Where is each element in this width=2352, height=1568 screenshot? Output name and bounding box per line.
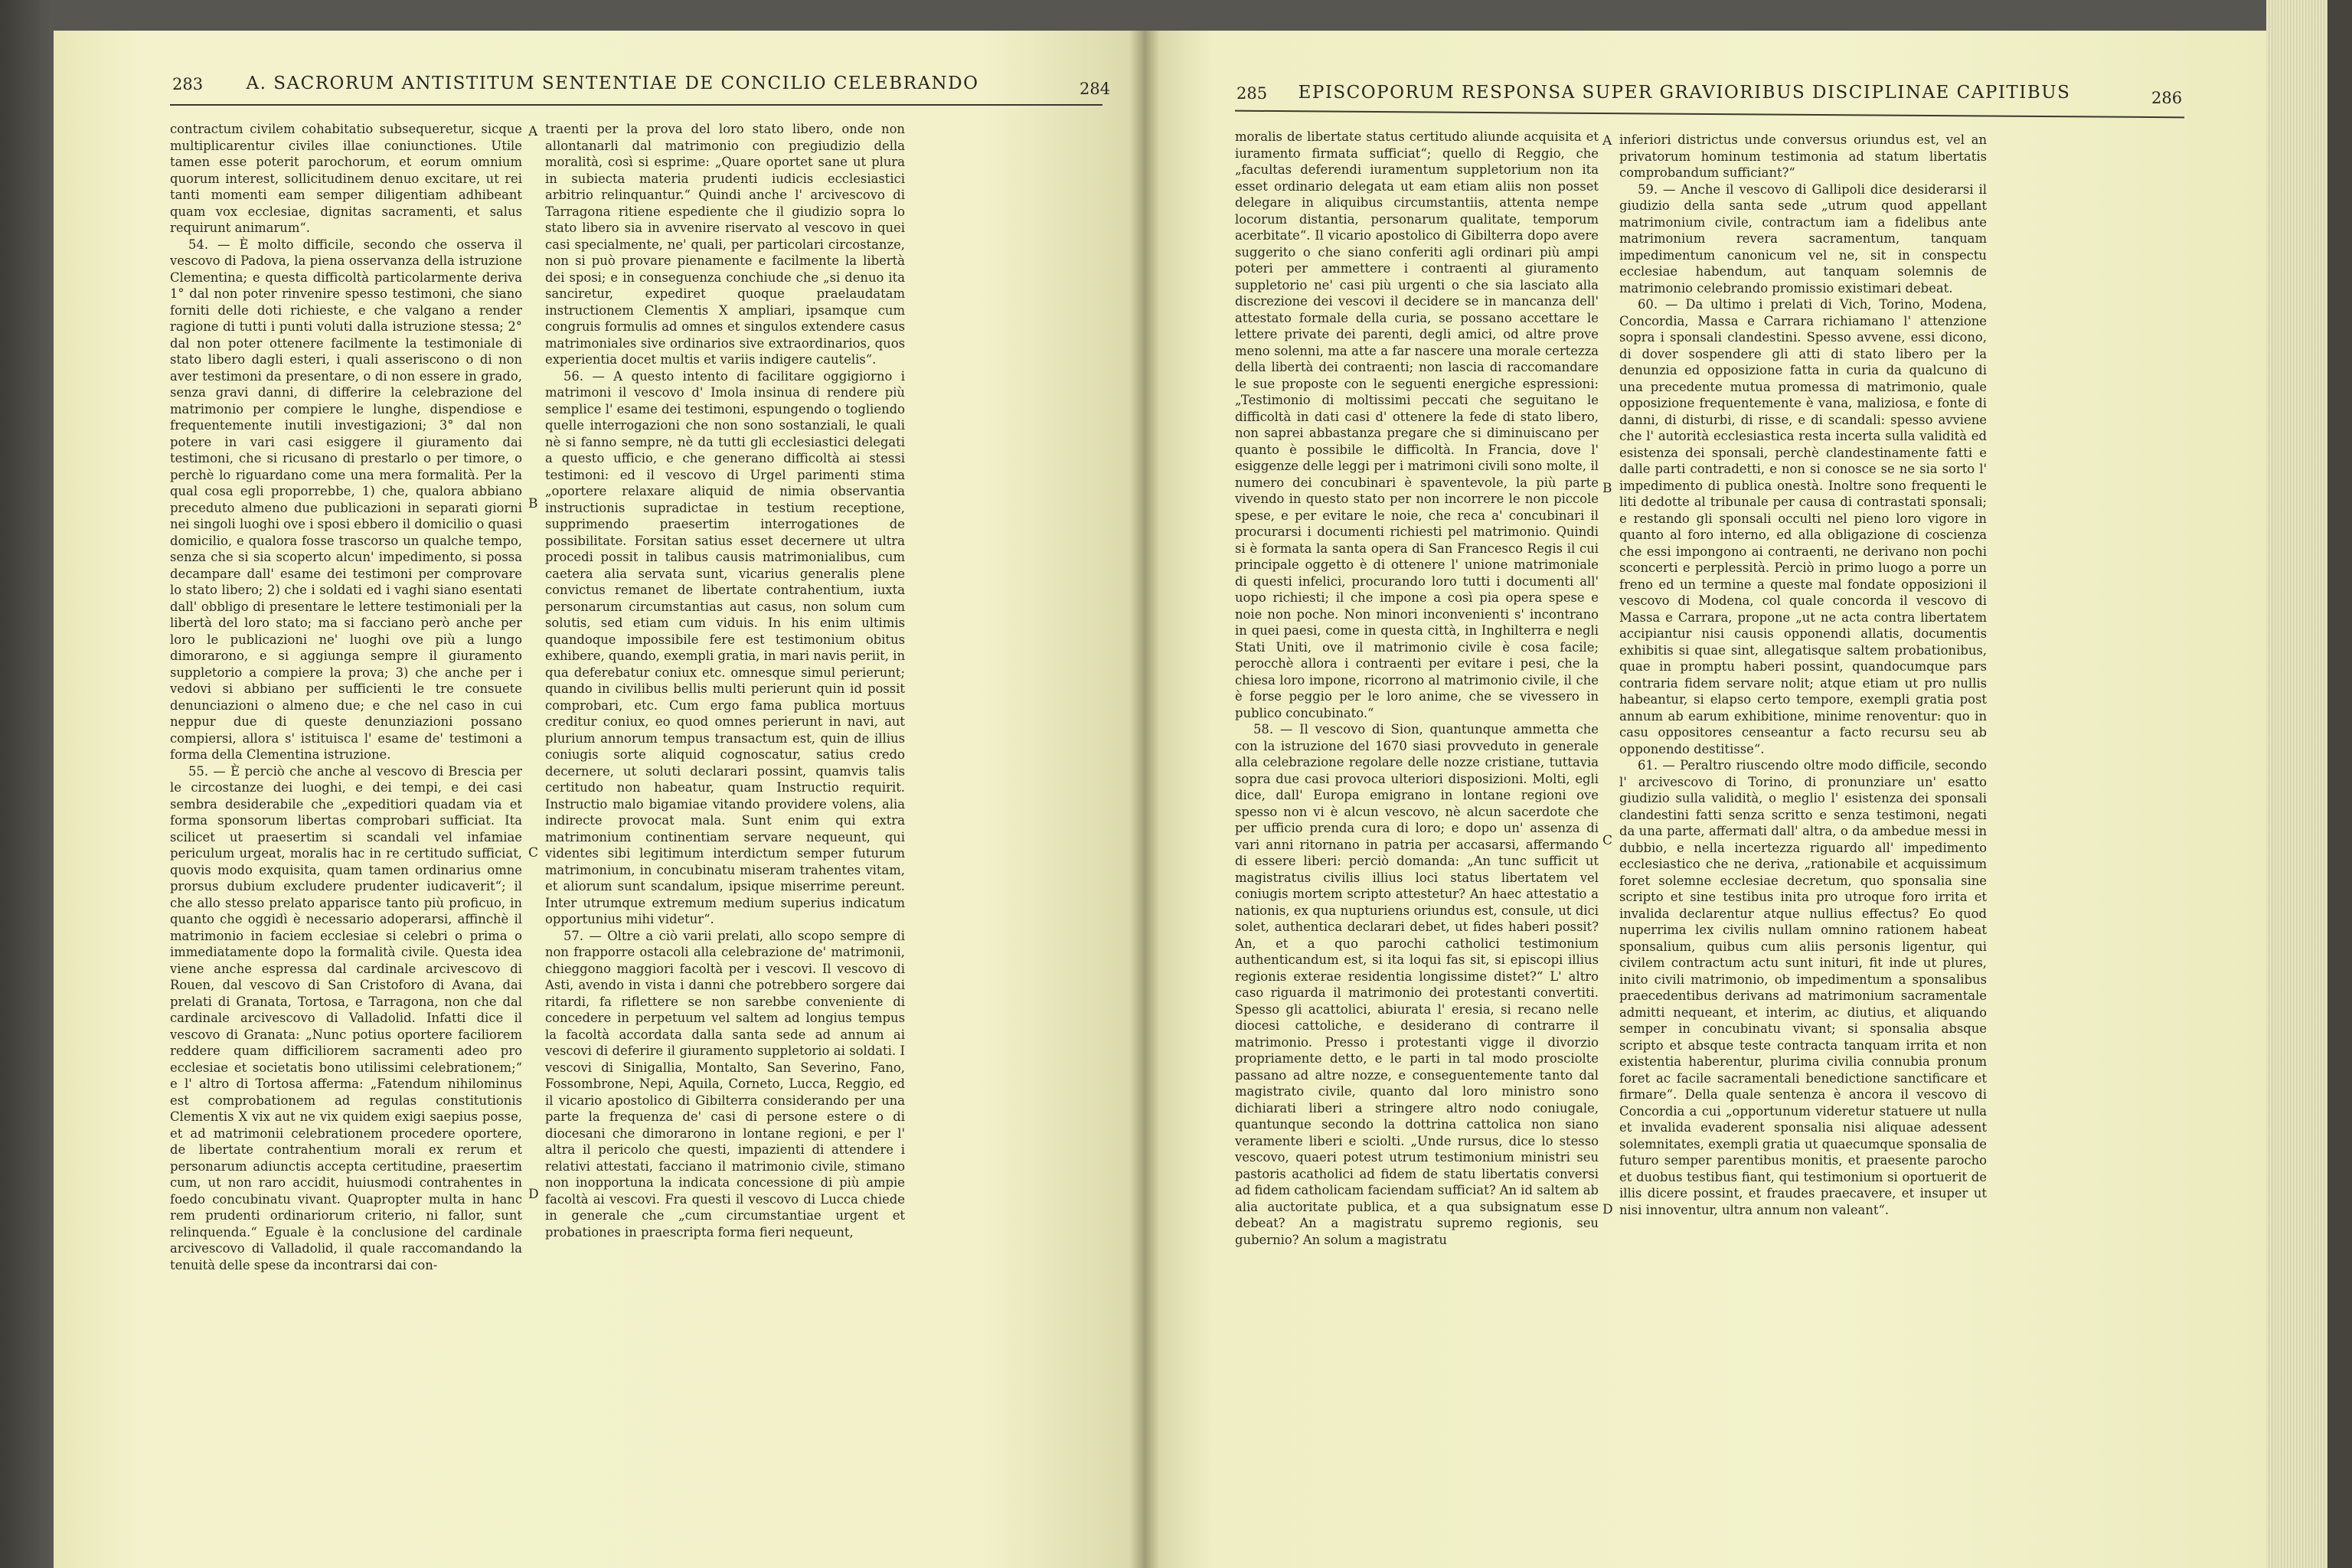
margin-mark-b: B [1602, 481, 1612, 496]
paragraph: 58. — Il vescovo di Sion, quantunque ammetta che con la istruzione del 1670 siasi provveduto in generale alla celebrazione regolare delle nozze cristiane, tuttavia sopra due casi provoca ulteriori disposizioni. Molti, egli dice, dall' Europa emigrano in lontane regioni ove spesso non vi è alcun vescovo, nè alcun sacerdote che per ufficio prenda cura di loro; e dopo un' assenza di vari anni ritornano in patria per accasarsi, affermando di essere liberi: perciò domanda: „An tunc sufficit ut magistratus civilis illius loci status libertatem vel coniugis mortem scripto attestetur? An haec attestatio a nationis, ex qua nupturiens oriundus est, consule, ut dici solet, authentica declarari debet, ut fides haberi possit? An, et a quo parochi catholici testimonium authenticandum est, si ita loqui fas sit, si episcopi illius regionis exterae residentia longissime distet?“ L' altro caso riguarda il matrimonio dei protestanti convertiti. Spesso gli acattolici, abiurata l' eresia, si recano nelle diocesi cattoliche, e desiderano di contrarre il matrimonio. Presso i protestanti vigge il divorzio propriamente detto, e le parti in tal modo prosciolte passano ad altre nozze, e conseguentemente tanto dal magistrato civile, quanto dal loro ministro sono dichiarati liberi a stringere altro nodo coniugale, quantunque secondo la dottrina cattolica non siano veramente liberi e sciolti. „Unde rursus, dice lo stesso vescovo, quaeri potest utrum testimonium ministri seu pastoris acatholici ad fidem de statu libertatis conversi ad fidem catholicam faciendam sufficiat? An id saltem ab alia auctoritate publica, et a qua subsignatum esse debeat? An a magistratu supremo regionis, seu gubernio? An solum a magistratu [1235, 722, 1599, 1247]
right-page-column-2 [1619, 132, 1987, 1563]
book-gutter [1129, 31, 1160, 1568]
book-spread [54, 31, 2266, 1568]
left-running-header: A. SACRORUM ANTISTITUM SENTENTIAE DE CONCILIO CELEBRANDO [246, 74, 979, 93]
page-number-285: 285 [1236, 84, 1268, 103]
margin-mark-c: C [528, 845, 539, 861]
page-number-284: 284 [1080, 80, 1111, 98]
left-page-column-1 [170, 121, 522, 1553]
right-page [1145, 31, 2266, 1568]
scan-background [0, 0, 54, 1568]
margin-mark-d: D [1602, 1202, 1613, 1217]
right-running-header: EPISCOPORUM RESPONSA SUPER GRAVIORIBUS DISCIPLINAE CAPITIBUS [1298, 83, 2071, 103]
header-rule [170, 104, 1102, 106]
paragraph: moralis de libertate status certitudo aliunde acquisita et iuramento firmata sufficiat“; quello di Reggio, che „facultas deferendi iuramentum suppletorium non ita esset ordinario delegata ut eam etiam aliis non posset delegare in aliquibus circumstantiis, attenta nempe locorum distantia, personarum qualitate, temporum acerbitate“. Il vicario apostolico di Gibilterra dopo avere suggerito o che siano conferiti agli ordinari più ampi poteri per ammettere i contraenti al giuramento suppletorio ne' casi più urgenti o che sia lasciato alla discrezione dei vescovi il decidere se in mancanza dell' attestato formale della curia, se possano accettare le lettere private dei parenti, degli amici, od altre prove meno solenni, ma atte a far nascere una morale certezza della libertà dei contraenti; non lascia di raccomandare le sue proposte con le seguenti energiche espressioni: „Testimonio di moltissimi peccati che seguitano le difficoltà in dati casi d' ottenere la fede di stato libero, non saprei abbastanza pregare che si diminuiscano per quanto è possibile le difficoltà. In Francia, dove l' esiggenze delle leggi per i matrimoni civili sono molte, il numero dei concubinari è spaventevole, la più parte vivendo in questo stato per non incorrere le non piccole spese, e per evitare le noie, che reca a' concubinari il procurarsi i documenti richiesti pel matrimonio. Quindi si è formata la santa opera di San Francesco Regis il cui principale oggetto è di ottenere l' unione matrimoniale di questi infelici, procurando loro tutti i documenti all' uopo richiesti; il che impone a così pia opera spese e noie non poche. Non minori inconvenienti s' incontrano in quei paesi, come in questa città, in Inghilterra e negli Stati Uniti, ove il matrimonio civile è cosa facile; perocchè allora i contraenti per evitare i pesi, che la chiesa loro impone, ricorrono al matrimonio civile, il che è forse peggio per le loro anime, che se vivessero in publico concubinato.“ [1235, 129, 1599, 720]
paragraph: traenti per la prova del loro stato libero, onde non allontanarli dal matrimonio con pregiudizio della moralità, così si esprime: „Quare oportet sane ut plura in subiecta materia prudenti iudicis ecclesiastici arbitrio relinquantur.“ Quindi anche l' arcivescovo di Tarragona ritiene espediente che il giudizio sopra lo stato libero sia in avvenire riservato al vescovo in quei casi specialmente, ne' quali, per particolari circostanze, non si può provare pienamente e facilmente la libertà dei sposi; e in conseguenza conchiude che „si denuo ita sanciretur, expediret quoque praelaudatam instructionem Clementis X ampliari, ipsamque cum congruis formulis ad omnes et singulos extendere casus matrimoniales sive ordinarios sive extraordinarios, quos experientia docet multis et variis indigere cautelis“. [545, 122, 905, 367]
paragraph: 61. — Peraltro riuscendo oltre modo difficile, secondo l' arcivescovo di Torino, di pronunziare un' esatto giudizio sulla validità, o meglio l' esistenza dei sponsali clandestini fatti senza scritto e senza testimoni, negati da una parte, affermati dall' altra, o da ambedue messi in dubbio, e nella incertezza riguardo all' impedimento ecclesiastico che ne deriva, „rationabile et acquissimum foret solemne ecclesiae decretum, quo sponsalia sine scripto et sine testibus inita pro utroque foro irrita et invalida declarentur atque nullius effectus? Eo quod nuperrima lex civilis nullam omnino rationem habeat sponsalium, quibus cum aliis personis ligentur, qui civilem contractum actu sunt inituri, fit inde ut plures, inito civili matrimonio, ob impedimentum a sponsalibus praecedentibus derivans ad matrimonium sacramentale admitti nequeant, et interim, ac diutius, et aliquando semper in concubinatu vivant; si sponsalia absque scripto et absque teste contracta tanquam irrita et non existentia haberentur, plurima civilia connubia pronum foret ac facile sacramentali benedictione sanctificare et firmare“. Della quale sentenza è ancora il vescovo di Concordia a cui „opportunum videretur statuere ut nulla et invalida evaderent sponsalia nisi aliquae adessent solemnitates, exempli gratia ut quaecumque sponsalia de futuro semper parentibus monitis, et praesente parocho et duobus testibus fiant, qui testimonium si oportuerit de illis dicere possint, et fraudes praecavere, et insuper ut nisi innoventur, ultra annum non valeant“. [1619, 758, 1987, 1217]
paragraph: contractum civilem cohabitatio subsequeretur, sicque multiplicarentur civiles illae coniunctiones. Utile tamen esse poterit parochorum, et eorum omnium quorum interest, sollicitudinem denuo excitare, ut rei tanti momenti eam semper diligentiam adhibeant quam vox ecclesiae, dignitas sacramenti, et salus requirunt animarum“. [170, 122, 522, 235]
page-number-283: 283 [172, 75, 204, 93]
left-page-column-2 [545, 121, 905, 1553]
paragraph: 59. — Anche il vescovo di Gallipoli dice desiderarsi il giudizio della santa sede „utrum quod appellant matrimonium civile, contractum iam a fidelibus ante matrimonium revera sacramentum, tanquam impedimentum canonicum vel ne, sit in conspectu ecclesiae habendum, aut tanquam solemnis de matrimonio celebrando promissio existimari debeat. [1619, 181, 1987, 296]
page-number-286: 286 [2151, 89, 2183, 107]
paragraph: 56. — A questo intento di facilitare oggigiorno i matrimoni il vescovo d' Imola insinua di rendere più semplice l' esame dei testimoni, espungendo o togliendo quelle interrogazioni che non sono sostanziali, le quali nè si fanno sempre, nè da tutti gli ecclesiastici delegati a questo ufficio, e che generano difficoltà ai stessi testimoni: ed il vescovo di Urgel parimenti stima „oportere relaxare aliquid de nimia observantia instructionis supradictae in testium receptione, supprimendo praesertim interrogationes de possibilitate. Forsitan satius esset decernere ut ultra procedi possit in talibus causis matrimonialibus, cum caetera alia servata sunt, vicarius generalis plene convictus remanet de libertate contrahentium, iuxta personarum circumstantias aut casus, non solum cum solutis, sed etiam cum viduis. In his enim ultimis quandoque impossibile fere est testimonium obitus exhibere, quando, exempli gratia, in mari navis periit, in qua deferebatur coniux etc. omnesque simul perierunt; quando in civilibus bellis multi perierunt quin id possit comprobari, etc. Cum ergo fama publica mortuus creditur coniux, eo quod omnes perierunt in navi, aut plurium annorum tempus transactum est, quin de illius coniugis sorte aliquid cognoscatur, satius credo decernere, ut soluti declarari possint, quamvis talis certitudo non habeatur, quam Instructio requirit. Instructio malo bigamiae vitando providere volens, alia indirecte provocat mala. Sunt enim qui extra matrimonium continentiam servare nequeunt, qui videntes sibi legitimum interdictum semper futurum matrimonium, in concubinatu miseram trahentes vitam, et aliorum sunt scandalum, ipsique miserrime pereunt. Inter utrumque extremum medium superius indicatum opportunius mihi videtur“. [545, 368, 905, 926]
paragraph: 54. — È molto difficile, secondo che osserva il vescovo di Padova, la piena osservanza della istruzione Clementina; e questa difficoltà particolarmente deriva 1° dal non poter rinvenire spesso testimoni, che siano forniti delle doti richieste, e che valgano a render ragione di tutti i punti voluti dalla istruzione stessa; 2° dal non poter ottenere facilmente la testimoniale di stato libero dagli esteri, i quali asseriscono o di non aver testimoni da presentare, o di non essere in grado, senza gravi danni, di differire la celebrazione del matrimonio per compiere le lunghe, dispendiose e frequentemente inutili investigazioni; 3° dal non potere in vari casi esiggere il giuramento dai testimoni, che si ricusano di prestarlo o per timore, o perchè lo riguardano come una mera formalità. Per la qual cosa egli proporrebbe, 1) che, qualora abbiano preceduto almeno due publicazioni in separati giorni nei singoli luoghi ove i sposi ebbero il domicilio o quasi domicilio, e qualora fosse trascorso un qualche tempo, senza che si sia scoperto alcun' impedimento, si possa decampare dall' esame dei testimoni per comprovare lo stato libero; 2) che i soldati ed i vaghi siano esentati dall' obbligo di presentare le lettere testimoniali per la libertà del loro stato; ma si facciano però anche per loro le publicazioni ne' luoghi ove più a lungo dimorarono, e si aggiunga sempre il giuramento suppletorio a compiere la prova; 3) che anche per i vedovi si abbiano per sufficienti le tre consuete denunciazioni o almeno due; e che nel caso in cui neppur due di queste denunziazioni possano compiersi, allora s' istituisca l' esame de' testimoni a forma della Clementina istruzione. [170, 237, 522, 762]
paragraph: 55. — È perciò che anche al vescovo di Brescia per le circostanze dei luoghi, e dei tempi, e dei casi sembra desiderabile che „expeditiori quadam via et forma sponsorum libertas comprobari sufficiat. Ita scilicet ut praesertim si scandali vel infamiae periculum urgeat, moralis hac in re certitudo sufficiat, quovis modo exquisita, quam tamen ordinarius omne prorsus dubium excludere prudenter iudicaverit“; il che allo stesso prelato apparisce tanto più proficuo, in quanto che oggidì è necessario adoperarsi, affinchè il matrimonio in faciem ecclesiae si celebri o prima o immediatamente dopo la formalità civile. Questa idea viene anche espressa dal cardinale arcivescovo di Rouen, dal vescovo di San Cristoforo di Avana, dai prelati di Granata, Tortosa, e Tarragona, non che dal cardinale arcivescovo di Valladolid. Infatti dice il vescovo di Granata: „Nunc potius oportere faciliorem reddere quam difficiliorem sacramenti adeo pro ecclesiae et societatis bono utilissimi celebrationem;“ e l' altro di Tortosa afferma: „Fatendum nihilominus est comprobationem ad regulas constitutionis Clementis X vix aut ne vix quidem exigi saepius posse, et ad matrimonii celebrationem procedere oportere, de libertate contrahentium morali ex rerum et personarum adiunctis accepta certitudine, praesertim cum, ut non raro accidit, huiusmodi contrahentes in foedo concubinatu vivant. Quapropter multa in hanc rem prudenti ordinariorum criterio, ni fallor, sunt relinquenda.“ Eguale è la conclusione del cardinale arcivescovo di Valladolid, il quale raccomandando la tenuità delle spese da incontrarsi dai con- [170, 763, 522, 1272]
scan-edge [2328, 0, 2352, 1568]
left-page [54, 31, 1145, 1568]
margin-mark-a: A [1602, 133, 1612, 149]
margin-mark-c: C [1602, 833, 1613, 848]
paragraph: 57. — Oltre a ciò varii prelati, allo scopo sempre di non frapporre ostacoli alla celebrazione de' matrimonii, chieggono maggiori facoltà per i vescovi. Il vescovo di Asti, avendo in vista i danni che potrebbero sorgere dai ritardi, fa riflettere se non sarebbe conveniente di concedere in perpetuum vel saltem ad longius tempus la facoltà accordata dalla santa sede ad annum ai vescovi di deferire il giuramento suppletorio ai soldati. I vescovi di Sinigallia, Montalto, San Severino, Fano, Fossombrone, Nepi, Aquila, Corneto, Lucca, Reggio, ed il vicario apostolico di Gibilterra considerando per una parte la frequenza de' casi di persone estere o di diocesani che dimorarono in lontane regioni, e per l' altra il pericolo che questi, impazienti di attendere i relativi attestati, facciano il matrimonio civile, stimano non inopportuna la indicata concessione di più ampie facoltà ai vescovi. Fra questi il vescovo di Lucca chiede in generale che „cum circumstantiae urgent et probationes in praescripta forma fieri nequeunt, [545, 928, 905, 1240]
right-page-column-1 [1235, 129, 1599, 1560]
margin-mark-a: A [528, 124, 538, 139]
margin-mark-d: D [528, 1187, 539, 1202]
paragraph: inferiori districtus unde conversus oriundus est, vel an privatorum hominum testimonia ad statum libertatis comprobandum sufficiant?“ [1619, 132, 1987, 180]
paragraph: 60. — Da ultimo i prelati di Vich, Torino, Modena, Concordia, Massa e Carrara richiamano l' attenzione sopra i sponsali clandestini. Spesso avvene, essi dicono, di dover sospendere gli atti di stato libero per la denunzia ed opposizione fatta in curia da qualcuno di una precedente mutua promessa di matrimonio, quale opposizione frequentemente è vana, maliziosa, e fonte di danni, di disturbi, di risse, e di scandali: spesso avviene che l' autorità ecclesiastica resta incerta sulla validità ed esistenza dei sponsali, perchè clandestinamente fatti e dalle parti contradetti, e non si conosce se ne sia sorto l' impedimento di publica onestà. Inoltre sono frequenti le liti dedotte al tribunale per causa di contrastati sponsali; e restando gli sponsali occulti nel pieno loro vigore in quanto al foro interno, ed alla obligazione di coscienza che essi impongono ai contraenti, ne derivano non pochi sconcerti e perplessità. Perciò in primo luogo a porre un freno ed un termine a queste mal fondate opposizioni il vescovo di Modena, col quale concorda il vescovo di Massa e Carrara, propone „ut ne acta contra libertatem accipiantur nisi causis opponendi allatis, documentis exhibitis si quae sint, allegatisque saltem probationibus, quae in promptu haberi possint, quandocumque pars contraria fidem servare nolit; atque etiam ut pro nullis habeantur, si elapso certo tempore, exempli gratia post annum ab earum exhibitione, minime renoventur: quo in casu oppositores censeantur a facto recursu seu ab opponendo destitisse“. [1619, 297, 1987, 756]
margin-mark-b: B [528, 496, 538, 511]
